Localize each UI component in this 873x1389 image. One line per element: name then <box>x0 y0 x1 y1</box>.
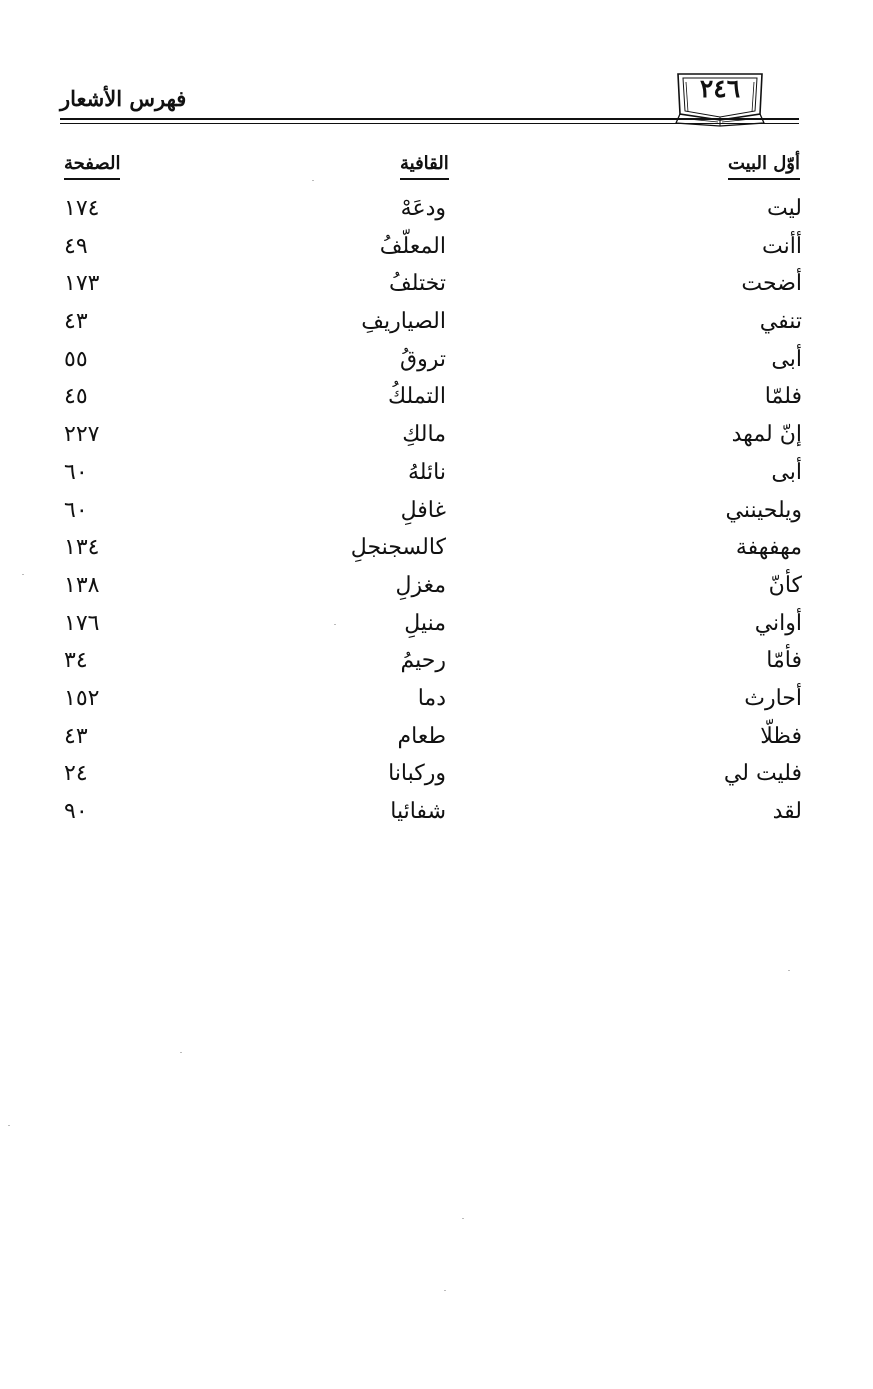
first-of-verse-cell: إنّ لمهد <box>731 422 802 448</box>
rhyme-cell: تروقُ <box>400 346 446 372</box>
rhyme-cell: وركبانا <box>388 761 446 787</box>
first-of-verse-cell: ويلحينني <box>725 497 802 523</box>
rhyme-cell: التملكُ <box>388 384 446 410</box>
table-row <box>0 343 873 381</box>
page-cell: ١٥٢ <box>64 685 100 711</box>
rhyme-cell: مالكِ <box>402 422 446 448</box>
rhyme-cell: المعلّفُ <box>379 233 446 259</box>
page-cell: ١٧٦ <box>64 610 100 636</box>
page-header <box>0 0 873 140</box>
table-row <box>0 305 873 343</box>
rhyme-cell: تختلفُ <box>388 271 446 297</box>
rhyme-cell: دما <box>417 685 446 711</box>
table-row <box>0 192 873 230</box>
table-row <box>0 531 873 569</box>
table-row <box>0 494 873 532</box>
page-cell: ٢٤ <box>64 761 88 787</box>
page-cell: ١٣٨ <box>64 572 100 598</box>
rhyme-cell: شفائيا <box>390 799 446 824</box>
page-cell: ١٣٤ <box>64 535 100 561</box>
header-rule-thick <box>60 118 799 120</box>
column-header-page: الصفحة <box>64 153 120 180</box>
page-cell: ٢٢٧ <box>64 422 100 448</box>
scan-speck <box>462 1218 464 1219</box>
page-cell: ٤٣ <box>64 723 88 749</box>
table-row <box>0 230 873 268</box>
header-rule-thin <box>60 123 799 124</box>
table-row <box>0 569 873 607</box>
first-of-verse-cell: أواني <box>754 610 802 636</box>
first-of-verse-cell: فأمّا <box>766 648 802 674</box>
first-of-verse-cell: فليت لي <box>723 761 802 787</box>
page-cell: ٦٠ <box>64 497 88 523</box>
rhyme-cell: ودعَهْ <box>400 196 446 221</box>
first-of-verse-cell: أأنت <box>762 233 802 259</box>
first-of-verse-cell: لقد <box>772 799 802 824</box>
table-row <box>0 682 873 720</box>
page-cell: ٩٠ <box>64 799 88 824</box>
page-cell: ٤٥ <box>64 384 88 410</box>
rhyme-cell: كالسجنجلِ <box>350 535 446 561</box>
first-of-verse-cell: تنفي <box>759 309 802 335</box>
column-header-first-of-verse: أوّل البيت <box>728 153 800 180</box>
page-cell: ٤٩ <box>64 233 88 259</box>
poetry-index-table <box>0 192 873 833</box>
rhyme-cell: مغزلِ <box>395 572 446 598</box>
scan-speck <box>444 1290 446 1291</box>
page-cell: ٤٣ <box>64 309 88 335</box>
page-number: ٢٤٦ <box>699 74 741 103</box>
table-row <box>0 757 873 795</box>
page-cell: ٥٥ <box>64 346 88 372</box>
rhyme-cell: الصياريفِ <box>361 309 446 335</box>
rhyme-cell: طعام <box>397 723 446 749</box>
scan-speck <box>788 970 790 971</box>
table-row <box>0 795 873 833</box>
table-row <box>0 456 873 494</box>
first-of-verse-cell: أضحت <box>741 271 802 297</box>
rhyme-cell: نائلهُ <box>407 459 446 485</box>
table-row <box>0 644 873 682</box>
table-row <box>0 380 873 418</box>
first-of-verse-cell: أبى <box>771 346 802 372</box>
table-row <box>0 720 873 758</box>
page-cell: ١٧٤ <box>64 196 100 221</box>
scan-speck <box>334 624 336 625</box>
first-of-verse-cell: مهفهفة <box>735 535 802 561</box>
scan-speck <box>312 180 314 181</box>
rhyme-cell: رحيمُ <box>400 648 446 674</box>
table-row <box>0 267 873 305</box>
first-of-verse-cell: كأنّ <box>768 572 802 598</box>
scan-speck <box>22 574 24 575</box>
scan-speck <box>8 1125 10 1126</box>
section-title: فهرس الأشعار <box>60 86 187 111</box>
table-row <box>0 607 873 645</box>
page-cell: ١٧٣ <box>64 271 100 297</box>
page-cell: ٣٤ <box>64 648 88 674</box>
first-of-verse-cell: ليت <box>767 196 802 221</box>
rhyme-cell: منيلِ <box>404 610 446 636</box>
column-header-rhyme: القافية <box>400 153 449 180</box>
first-of-verse-cell: أبى <box>771 459 802 485</box>
rhyme-cell: غافلِ <box>400 497 446 523</box>
first-of-verse-cell: فلمّا <box>764 384 802 410</box>
first-of-verse-cell: فظلّا <box>760 723 802 749</box>
table-row <box>0 418 873 456</box>
page-cell: ٦٠ <box>64 459 88 485</box>
first-of-verse-cell: أحارث <box>744 685 802 711</box>
scan-speck <box>180 1052 182 1053</box>
